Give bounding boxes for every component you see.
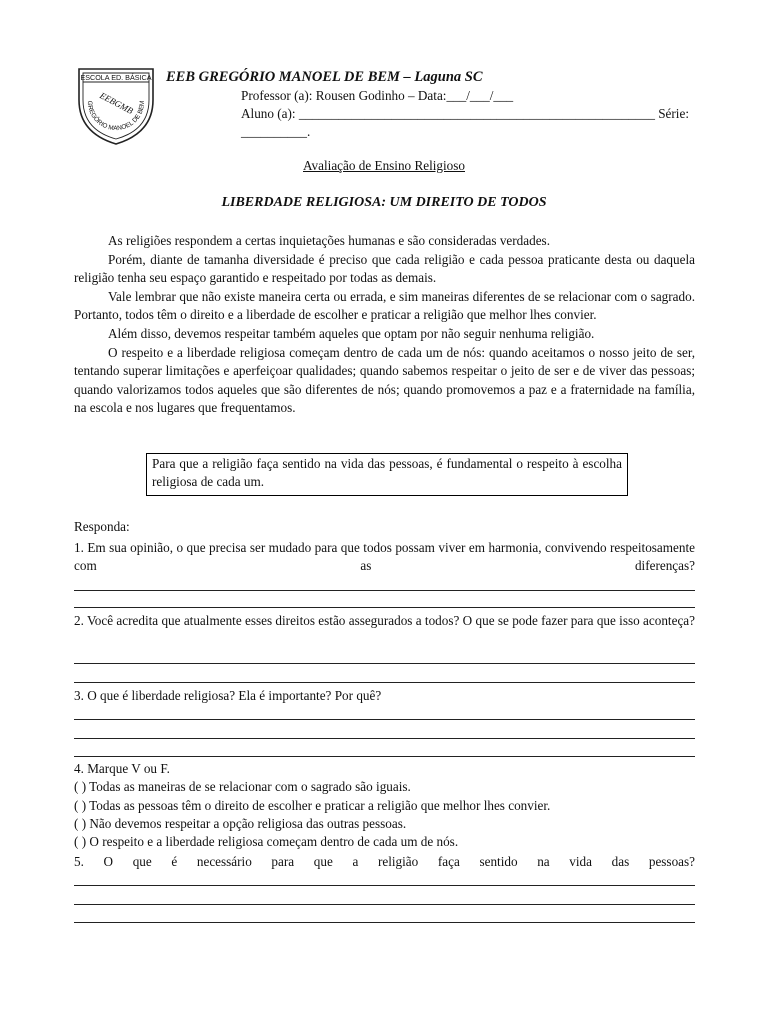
highlight-box: Para que a religião faça sentido na vida das pessoas, é fundamental o respeito à escolha religiosa de cada um. <box>146 453 628 496</box>
paragraph: Porém, diante de tamanha diversidade é preciso que cada religião e cada pessoa praticante desta ou daquela religião tenha seu espaço garantido e respeitado por todas as demais. <box>74 251 695 286</box>
text-title: LIBERDADE RELIGIOSA: UM DIREITO DE TODOS <box>221 195 547 210</box>
school-name: EEB GREGÓRIO MANOEL DE BEM – Laguna SC <box>166 69 483 85</box>
question-3: 3. O que é liberdade religiosa? Ela é importante? Por quê? <box>74 688 382 703</box>
logo-center-text: EEBGMB <box>98 90 135 116</box>
answer-line[interactable] <box>74 904 695 905</box>
answer-line[interactable] <box>74 682 695 683</box>
professor-line: Professor (a): Rousen Godinho – Data:___/___/___ <box>241 88 514 103</box>
logo-bottom-text: GREGÓRIO MANOEL DE BEM <box>85 100 147 133</box>
aluno-line: Aluno (a): ______________________________________________________ Série: <box>241 106 689 121</box>
paragraph: As religiões respondem a certas inquietações humanas e são consideradas verdades. <box>108 233 550 248</box>
paragraph: Vale lembrar que não existe maneira certa ou errada, e sim maneiras diferentes de se relacionar com o sagrado. Portanto, todos têm o direito e a liberdade de escolher e praticar a religião que melhor lhes convier. <box>74 288 695 323</box>
paragraph: O respeito e a liberdade religiosa começam dentro de cada um de nós: quando aceitamos o nosso jeito de ser, tentando superar limitações e aperfeiçoar qualidades; quando sabemos respeitar o jeito de ser e de viver das pessoas; quando valorizamos todos aqueles que são diferentes de nós; quando promovemos a paz e a fraternidade na família, na escola e nos lugares que frequentamos. <box>74 344 695 416</box>
answer-line[interactable] <box>74 885 695 886</box>
question-2: 2. Você acredita que atualmente esses direitos estão assegurados a todos? O que se pode fazer para que isso aconteça? <box>74 613 695 628</box>
school-seal-icon <box>76 66 156 146</box>
answer-line[interactable] <box>74 590 695 591</box>
tf-option[interactable]: ( ) Não devemos respeitar a opção religiosa das outras pessoas. <box>74 816 407 831</box>
answer-line[interactable] <box>74 922 695 923</box>
question-4-title: 4. Marque V ou F. <box>74 761 170 776</box>
tf-option[interactable]: ( ) Todas as maneiras de se relacionar com o sagrado são iguais. <box>74 779 411 794</box>
tf-option[interactable]: ( ) Todas as pessoas têm o direito de escolher e praticar a religião que melhor lhes convier. <box>74 798 551 813</box>
answer-line[interactable] <box>74 719 695 720</box>
answer-line[interactable] <box>74 738 695 739</box>
tf-option[interactable]: ( ) O respeito e a liberdade religiosa começam dentro de cada um de nós. <box>74 834 459 849</box>
reading-text <box>74 232 695 418</box>
logo-top-text: ESCOLA ED. BÁSICA <box>80 73 152 82</box>
answer-line[interactable] <box>74 756 695 757</box>
answer-line[interactable] <box>74 607 695 608</box>
answer-line[interactable] <box>74 663 695 664</box>
school-logo <box>76 66 156 146</box>
paragraph: Além disso, devemos respeitar também aqueles que optam por não seguir nenhuma religião. <box>108 325 595 341</box>
evaluation-subtitle: Avaliação de Ensino Religioso <box>303 158 465 173</box>
responda-label: Responda: <box>74 519 130 534</box>
question-1: 1. Em sua opinião, o que precisa ser mudado para que todos possam viver em harmonia, convivendo respeitosamente com as diferenças? <box>74 540 695 574</box>
serie-blank: __________. <box>241 124 311 139</box>
question-5: 5. O que é necessário para que a religião faça sentido na vida das pessoas? <box>74 854 695 869</box>
